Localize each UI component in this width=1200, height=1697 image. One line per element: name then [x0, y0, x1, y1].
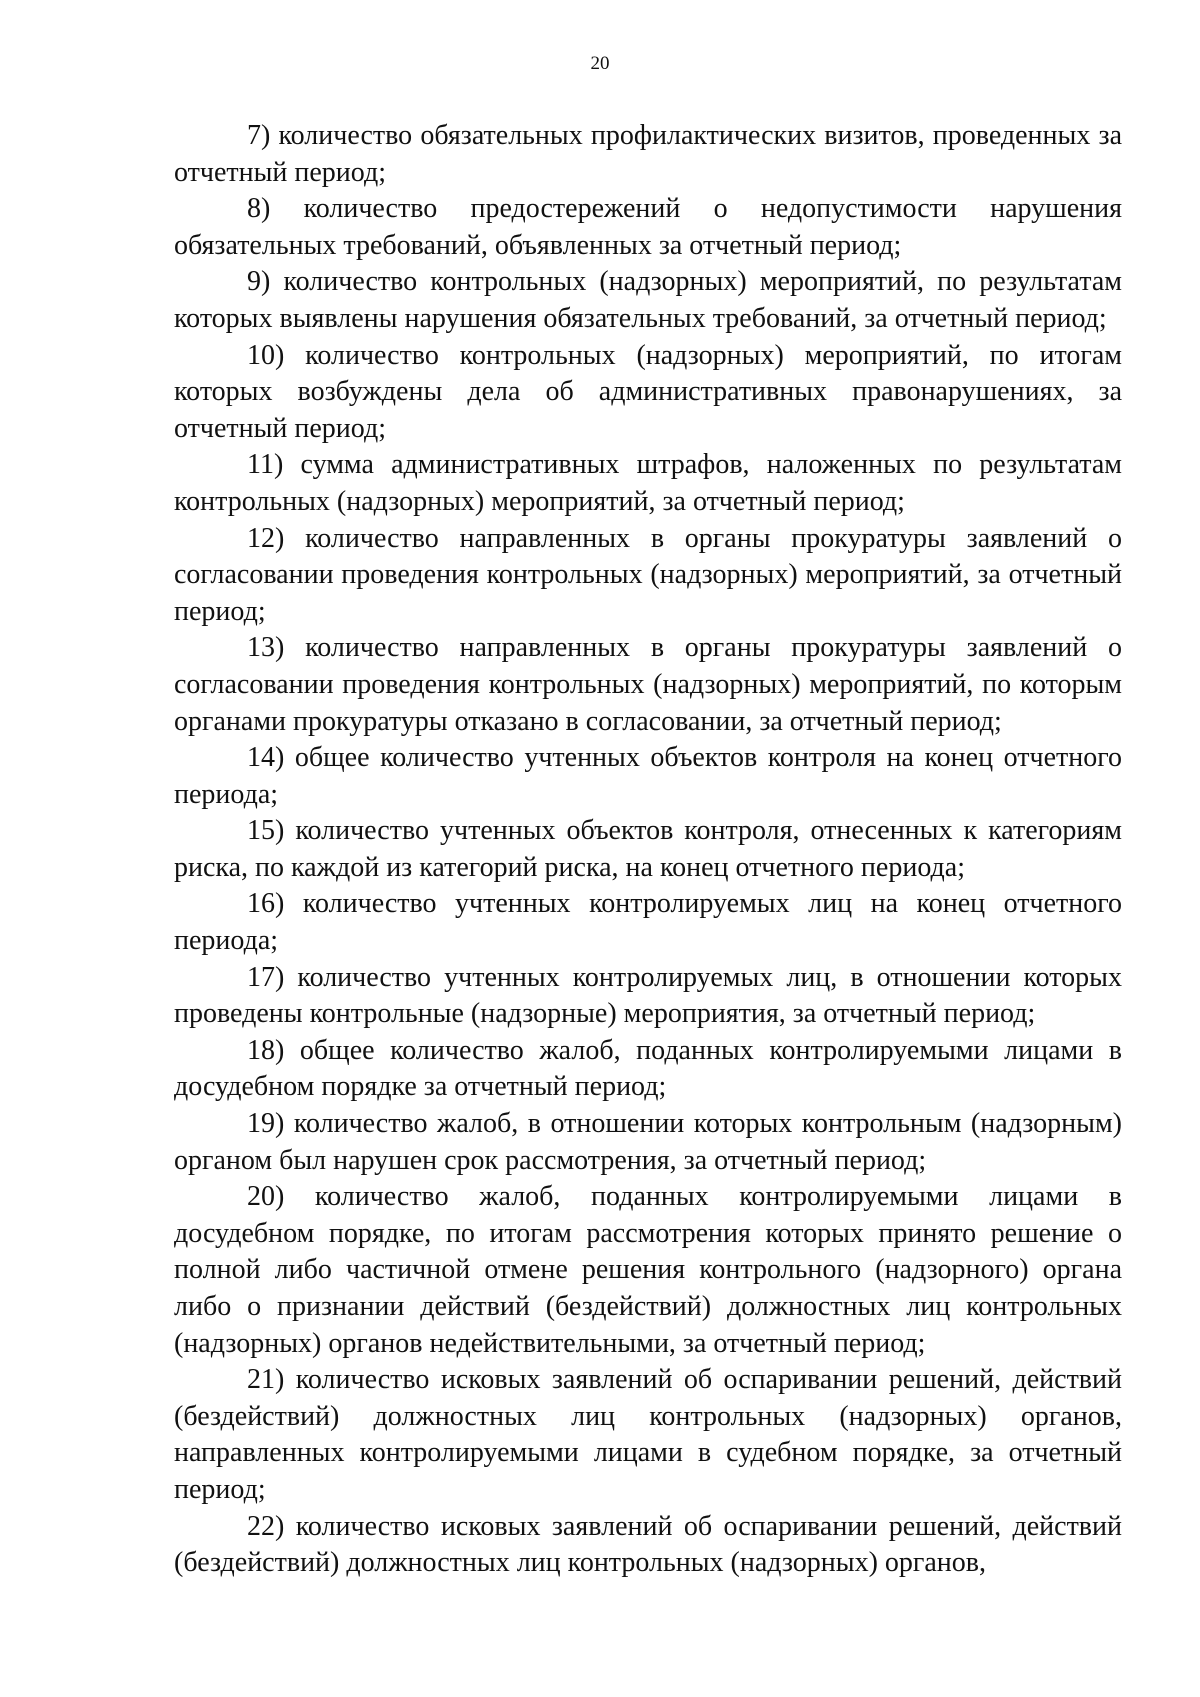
- list-item-18: 18) общее количество жалоб, поданных контролируемыми лицами в досудебном порядке за отчетный период;: [174, 1034, 1122, 1103]
- list-item-12: 12) количество направленных в органы прокуратуры заявлений о согласовании проведения контрольных (надзорных) мероприятий, за отчетный период;: [174, 522, 1122, 627]
- list-items: [174, 118, 1122, 1582]
- list-item-17: 17) количество учтенных контролируемых лиц, в отношении которых проведены контрольные (надзорные) мероприятия, за отчетный период;: [174, 961, 1122, 1030]
- page-number: 20: [590, 53, 610, 74]
- list-item-21: 21) количество исковых заявлений об оспаривании решений, действий (бездействий) должностных лиц контрольных (надзорных) органов, направленных контролируемыми лицами в судебном порядке, за отчетный период;: [174, 1364, 1122, 1505]
- list-item-10: 10) количество контрольных (надзорных) мероприятий, по итогам которых возбуждены дела об административных правонарушениях, за отчетный период;: [174, 339, 1122, 444]
- list-item-20: 20) количество жалоб, поданных контролируемыми лицами в досудебном порядке, по итогам рассмотрения которых принято решение о полной либо частичной отмене решения контрольного (надзорного) органа либо о признании действий (бездействий) должностных лиц контрольных (надзорных) органов недействительными, за отчетный период;: [174, 1181, 1122, 1359]
- list-item-19: 19) количество жалоб, в отношении которых контрольным (надзорным) органом был нарушен срок рассмотрения, за отчетный период;: [174, 1108, 1122, 1176]
- list-item-9: 9) количество контрольных (надзорных) мероприятий, по результатам которых выявлены нарушения обязательных требований, за отчетный период;: [174, 266, 1122, 334]
- list-item-13: 13) количество направленных в органы прокуратуры заявлений о согласовании проведения контрольных (надзорных) мероприятий, по которым органами прокуратуры отказано в согласовании, за отчетный период;: [174, 632, 1122, 737]
- list-item-15: 15) количество учтенных объектов контроля, отнесенных к категориям риска, по каждой из категорий риска, на конец отчетного периода;: [174, 815, 1122, 883]
- list-item-14: 14) общее количество учтенных объектов контроля на конец отчетного периода;: [174, 742, 1122, 810]
- list-item-8: 8) количество предостережений о недопустимости нарушения обязательных требований, объявленных за отчетный период;: [174, 193, 1122, 261]
- list-item-7: 7) количество обязательных профилактических визитов, проведенных за отчетный период;: [174, 120, 1122, 188]
- list-item-22: 22) количество исковых заявлений об оспаривании решений, действий (бездействий) должностных лиц контрольных (надзорных) органов,: [174, 1510, 1122, 1579]
- list-item-16: 16) количество учтенных контролируемых лиц на конец отчетного периода;: [174, 888, 1122, 957]
- list-item-11: 11) сумма административных штрафов, наложенных по результатам контрольных (надзорных) мероприятий, за отчетный период;: [174, 449, 1122, 517]
